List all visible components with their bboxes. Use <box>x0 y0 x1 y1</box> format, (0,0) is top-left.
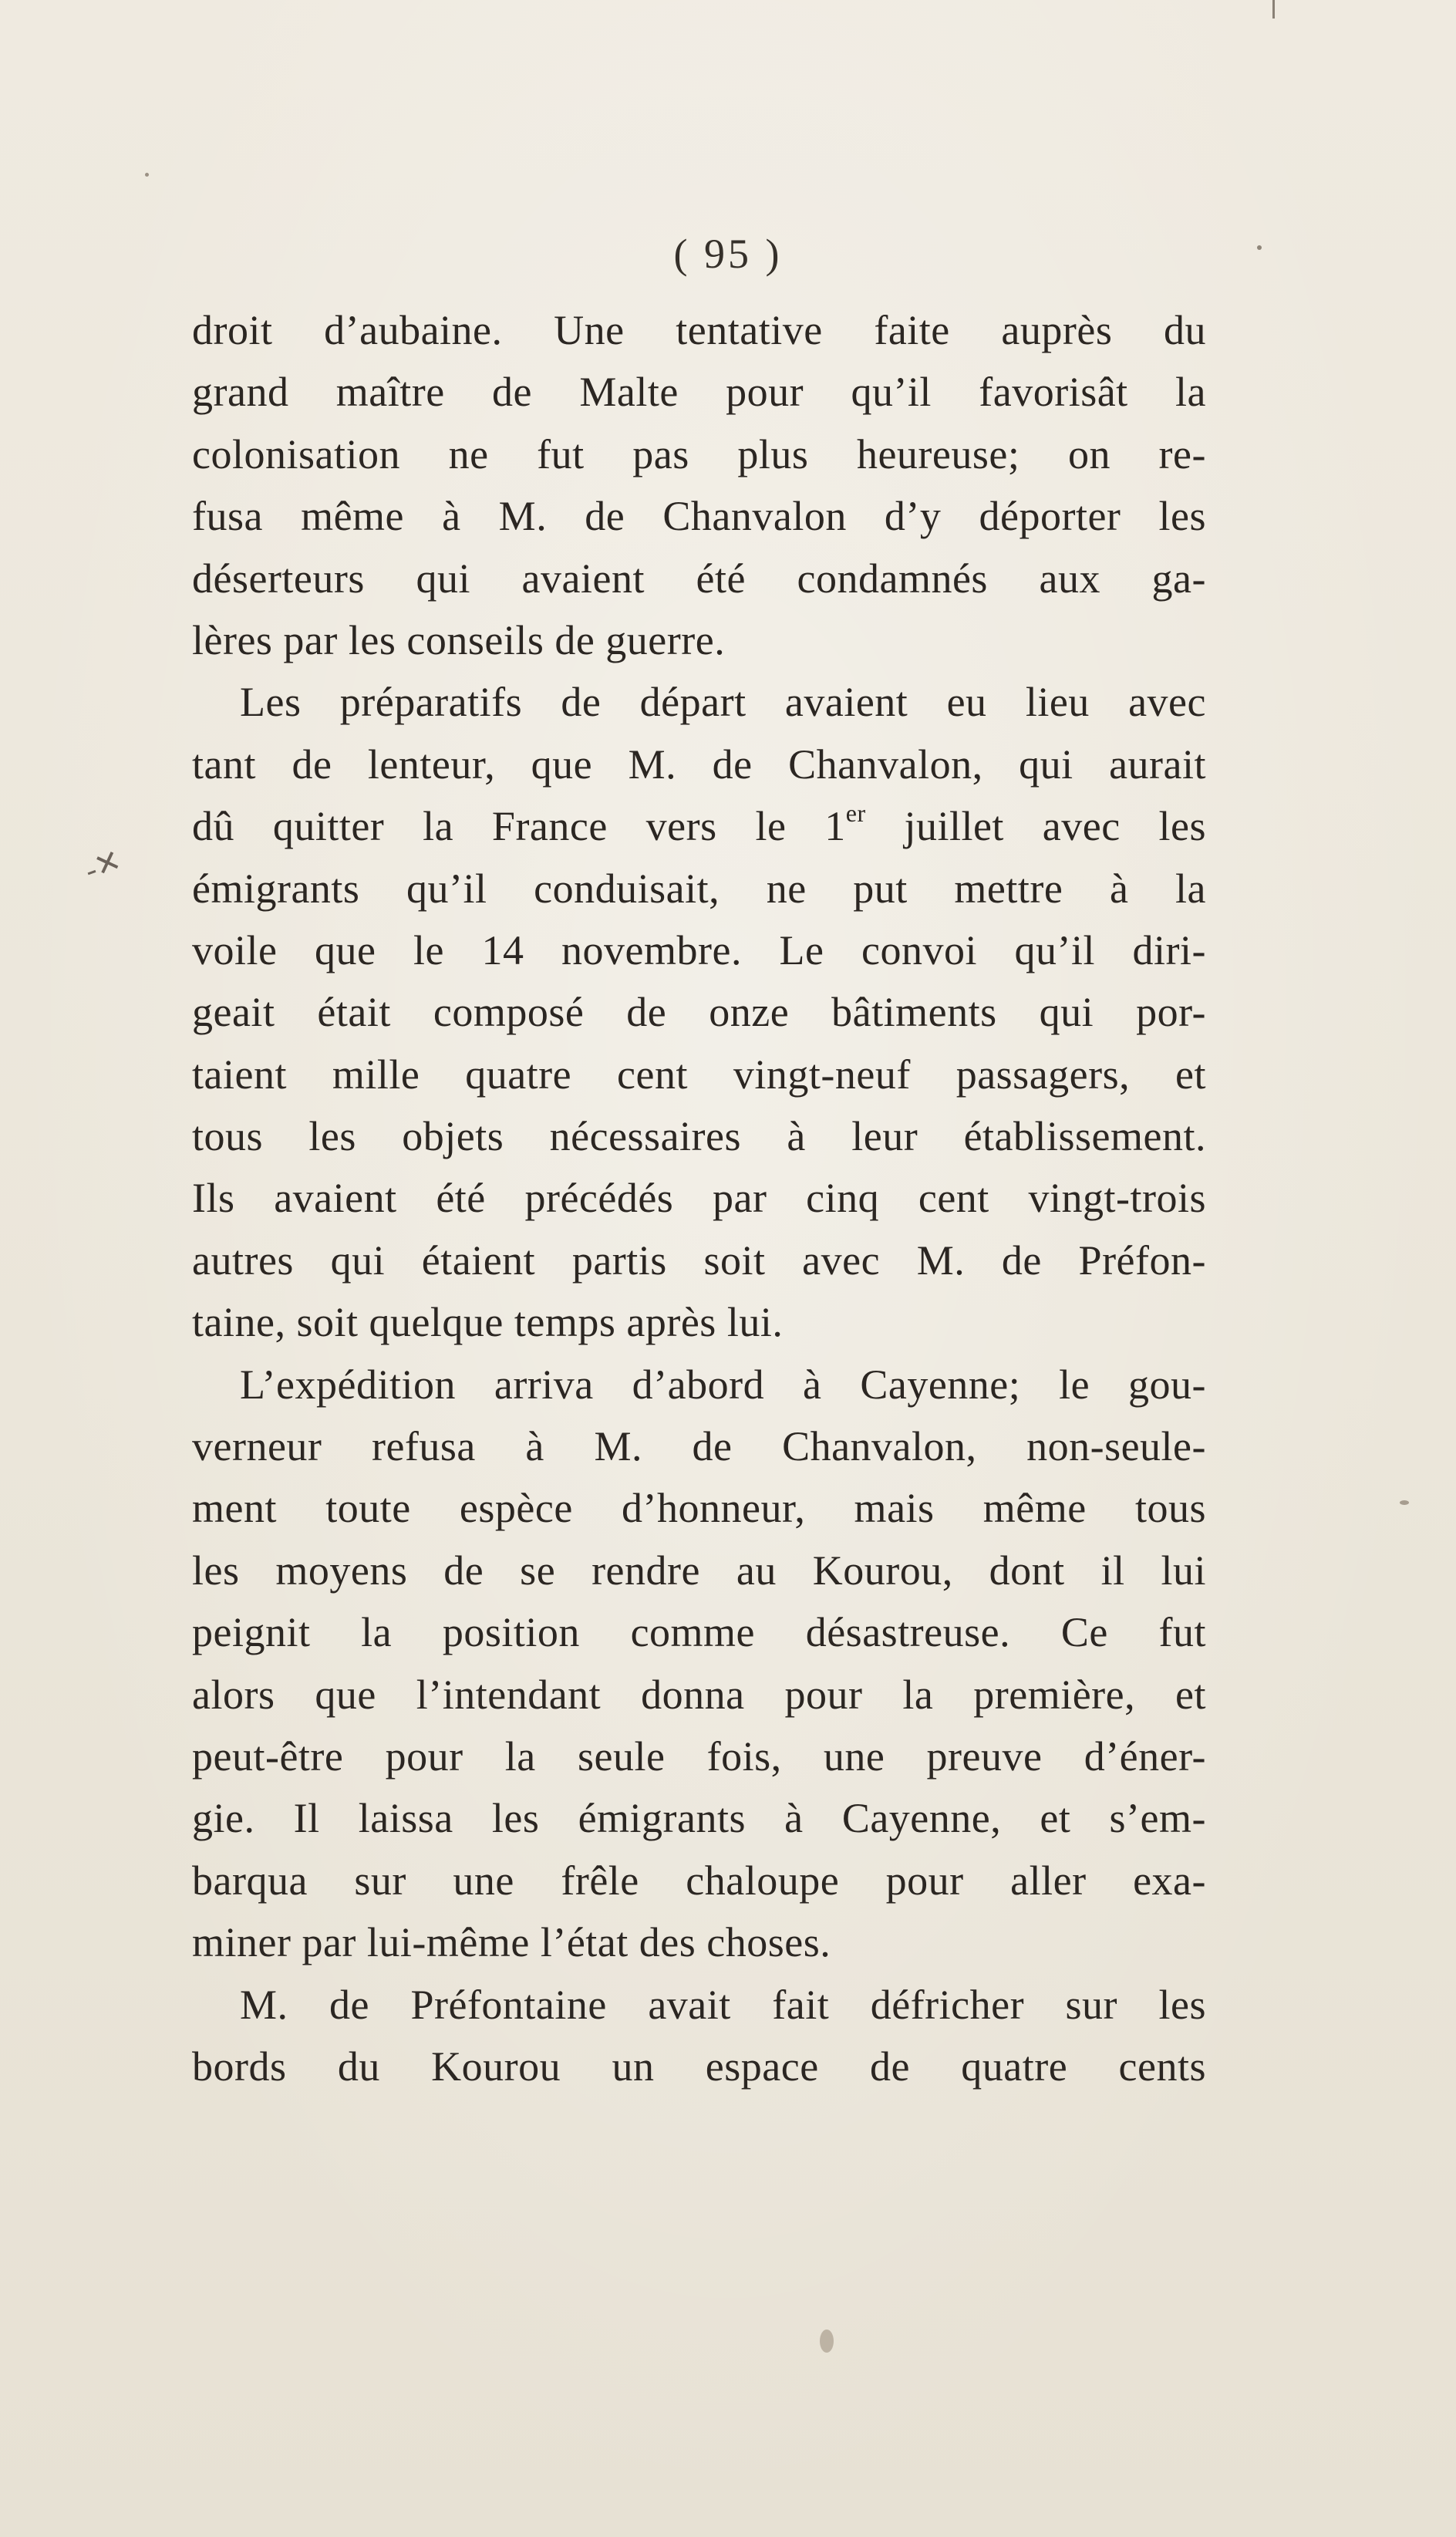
text-line: autres qui étaient partis soit avec M. de Préfon- <box>192 1236 1206 1284</box>
paper-speck <box>1400 1500 1409 1505</box>
text-line: gie. Il laissa les émigrants à Cayenne, et s’em- <box>192 1795 1206 1842</box>
text-line: ment toute espèce d’honneur, mais même tous <box>192 1485 1206 1532</box>
superscript: er <box>845 799 866 828</box>
text-line: geait était composé de onze bâtiments qui por- <box>192 989 1206 1036</box>
paper-stain <box>820 2330 834 2353</box>
text-line: peignit la position comme désastreuse. Ce fut <box>192 1609 1206 1656</box>
text-line: taient mille quatre cent vingt-neuf passagers, et <box>192 1051 1206 1098</box>
text-segment: juillet avec les <box>865 803 1206 850</box>
paragraph-2 <box>192 671 1206 1353</box>
text-line: grand maître de Malte pour qu’il favorisât la <box>192 369 1206 416</box>
text-segment: dû quitter la France vers le 1 <box>192 803 846 850</box>
text-line: voile que le 14 novembre. Le convoi qu’il diri- <box>192 926 1206 973</box>
paragraph-1 <box>192 299 1206 671</box>
text-line: miner par lui-même l’état des choses. <box>192 1919 831 1966</box>
text-line: émigrants qu’il conduisait, ne put mettre à la <box>192 865 1206 912</box>
page-number: ( 95 ) <box>673 231 783 277</box>
text-line: droit d’aubaine. Une tentative faite auprès du <box>192 307 1206 353</box>
text-line <box>192 795 1206 857</box>
margin-mark: -✕ <box>79 842 126 888</box>
text-line: fusa même à M. de Chanvalon d’y déporter les <box>192 493 1206 540</box>
text-line: tant de lenteur, que M. de Chanvalon, qui aurait <box>192 741 1206 788</box>
paragraph-3 <box>192 1354 1206 1974</box>
text-line: bords du Kourou un espace de quatre cents <box>192 2043 1206 2090</box>
text-line: verneur refusa à M. de Chanvalon, non-seule- <box>192 1423 1206 1470</box>
text-line: lères par les conseils de guerre. <box>192 616 726 663</box>
text-line: peut-être pour la seule fois, une preuve d’éner- <box>192 1732 1206 1780</box>
text-line: alors que l’intendant donna pour la première, et <box>192 1671 1206 1718</box>
page-edge-mark <box>1272 0 1275 19</box>
text-line: barqua sur une frêle chaloupe pour aller exa- <box>192 1857 1206 1904</box>
text-line: Les préparatifs de départ avaient eu lieu avec <box>240 679 1206 726</box>
text-line: L’expédition arriva d’abord à Cayenne; le gou- <box>240 1361 1206 1408</box>
text-line: Ils avaient été précédés par cinq cent vingt-trois <box>192 1175 1206 1222</box>
paragraph-4 <box>192 1974 1206 2098</box>
text-line: déserteurs qui avaient été condamnés aux ga- <box>192 555 1206 602</box>
body-text <box>192 299 1206 2097</box>
text-line: tous les objets nécessaires à leur établissement. <box>192 1113 1206 1160</box>
text-line: taine, soit quelque temps après lui. <box>192 1299 784 1346</box>
text-line: les moyens de se rendre au Kourou, dont il lui <box>192 1547 1206 1594</box>
text-line: M. de Préfontaine avait fait défricher sur les <box>240 1981 1206 2028</box>
paper-speck <box>145 173 149 177</box>
text-line: colonisation ne fut pas plus heureuse; on re- <box>192 430 1206 477</box>
